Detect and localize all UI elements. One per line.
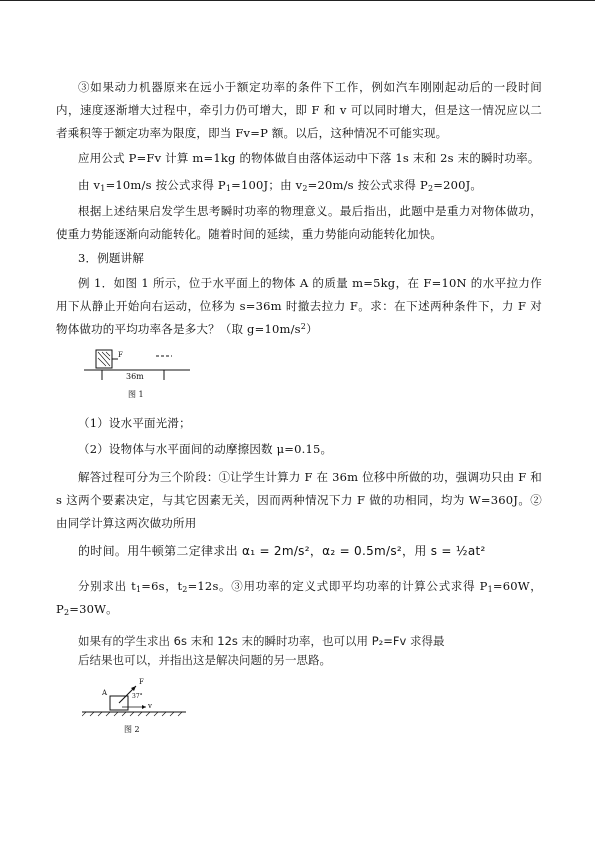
paragraph-3: 由 $v_1=10m/s$ 按公式求得 $P_1=100J$；由 $v_2=20m/s$ 按公式求得 $P_2=200J$。: [78, 178, 483, 193]
figure-2-force-label: F: [139, 678, 144, 686]
newton-law-line: 的时间。用牛顿第二定律求出 α₁ = 2m/s²，α₂ = 0.5m/s²，用 s = ½at²: [78, 544, 486, 558]
figure-2-angle-label: 37°: [132, 693, 143, 700]
time-results-text: 分别求出 $t_1=6s$，$t_2=12s$。③用功率的定义式即平均功率的计算公式求得 $P_1=60W$，$P_2=30W$。: [56, 579, 542, 617]
paragraph-1: ③如果动力机器原来在远小于额定功率的条件下工作，例如汽车刚刚起动后的一段时间内，速度逐渐增大过程中，牵引力仍可增大，即 F 和 v 可以同时增大，但是这一情况应以二者乘积等于额定功率为限度，即当 Fv=P 额。以后，这种情况不可能实现。: [56, 80, 542, 140]
solution-text: 解答过程可分为三个阶段：①让学生计算力 F 在 36m 位移中所做的功，强调功只由 F 和 s 这两个要素决定，与其它因素无关，因而两种情况下力 F 做的功相同，均为 W=360J。②由同学计算这两次做功所用: [56, 470, 542, 530]
paragraph-2: 应用公式 P=Fv 计算 m=1kg 的物体做自由落体运动中下落 1s 末和 2s 末的瞬时功率。: [78, 151, 540, 165]
page-top-rule: [0, 0, 595, 1]
figure-1-force-label: F: [118, 351, 123, 359]
section-heading-examples: 3．例题讲解: [78, 251, 145, 265]
figure-2-velocity-label: v: [148, 702, 152, 710]
figure-1-distance-label: 36m: [126, 372, 144, 381]
figure-2-caption: 图 2: [124, 725, 140, 734]
figure-2: [82, 676, 192, 740]
condition-1: （1）设水平面光滑；: [78, 416, 191, 430]
condition-2: （2）设物体与水平面间的动摩擦因数 μ=0.15。: [78, 442, 333, 456]
figure-1-caption: 图 1: [128, 390, 144, 399]
figure-1-drawing: [84, 346, 204, 404]
paragraph-4: 根据上述结果启发学生思考瞬时功率的物理意义。最后指出，此题中是重力对物体做功，使重力势能逐渐向动能转化。随着时间的延续，重力势能向动能转化加快。: [56, 204, 542, 241]
figure-2-a-label: A: [102, 689, 108, 697]
alternative-approach-line-2: 后结果也可以，并指出这是解决问题的另一思路。: [78, 653, 331, 667]
example-1-text: 例 1．如图 1 所示，位于水平面上的物体 A 的质量 m=5kg，在 F=10N 的水平拉力作用下从静止开始向右运动，位移为 s=36m 时撤去拉力 F。求：在下述两种条件下，力 F 对物体做功的平均功率各是多大？（取 $g=10m/s^2$）: [56, 276, 542, 336]
figure-1: [84, 346, 204, 404]
alternative-approach-line-1: 如果有的学生求出 6s 末和 12s 末的瞬时功率，也可以用 P₂=Fv 求得最: [78, 634, 445, 648]
